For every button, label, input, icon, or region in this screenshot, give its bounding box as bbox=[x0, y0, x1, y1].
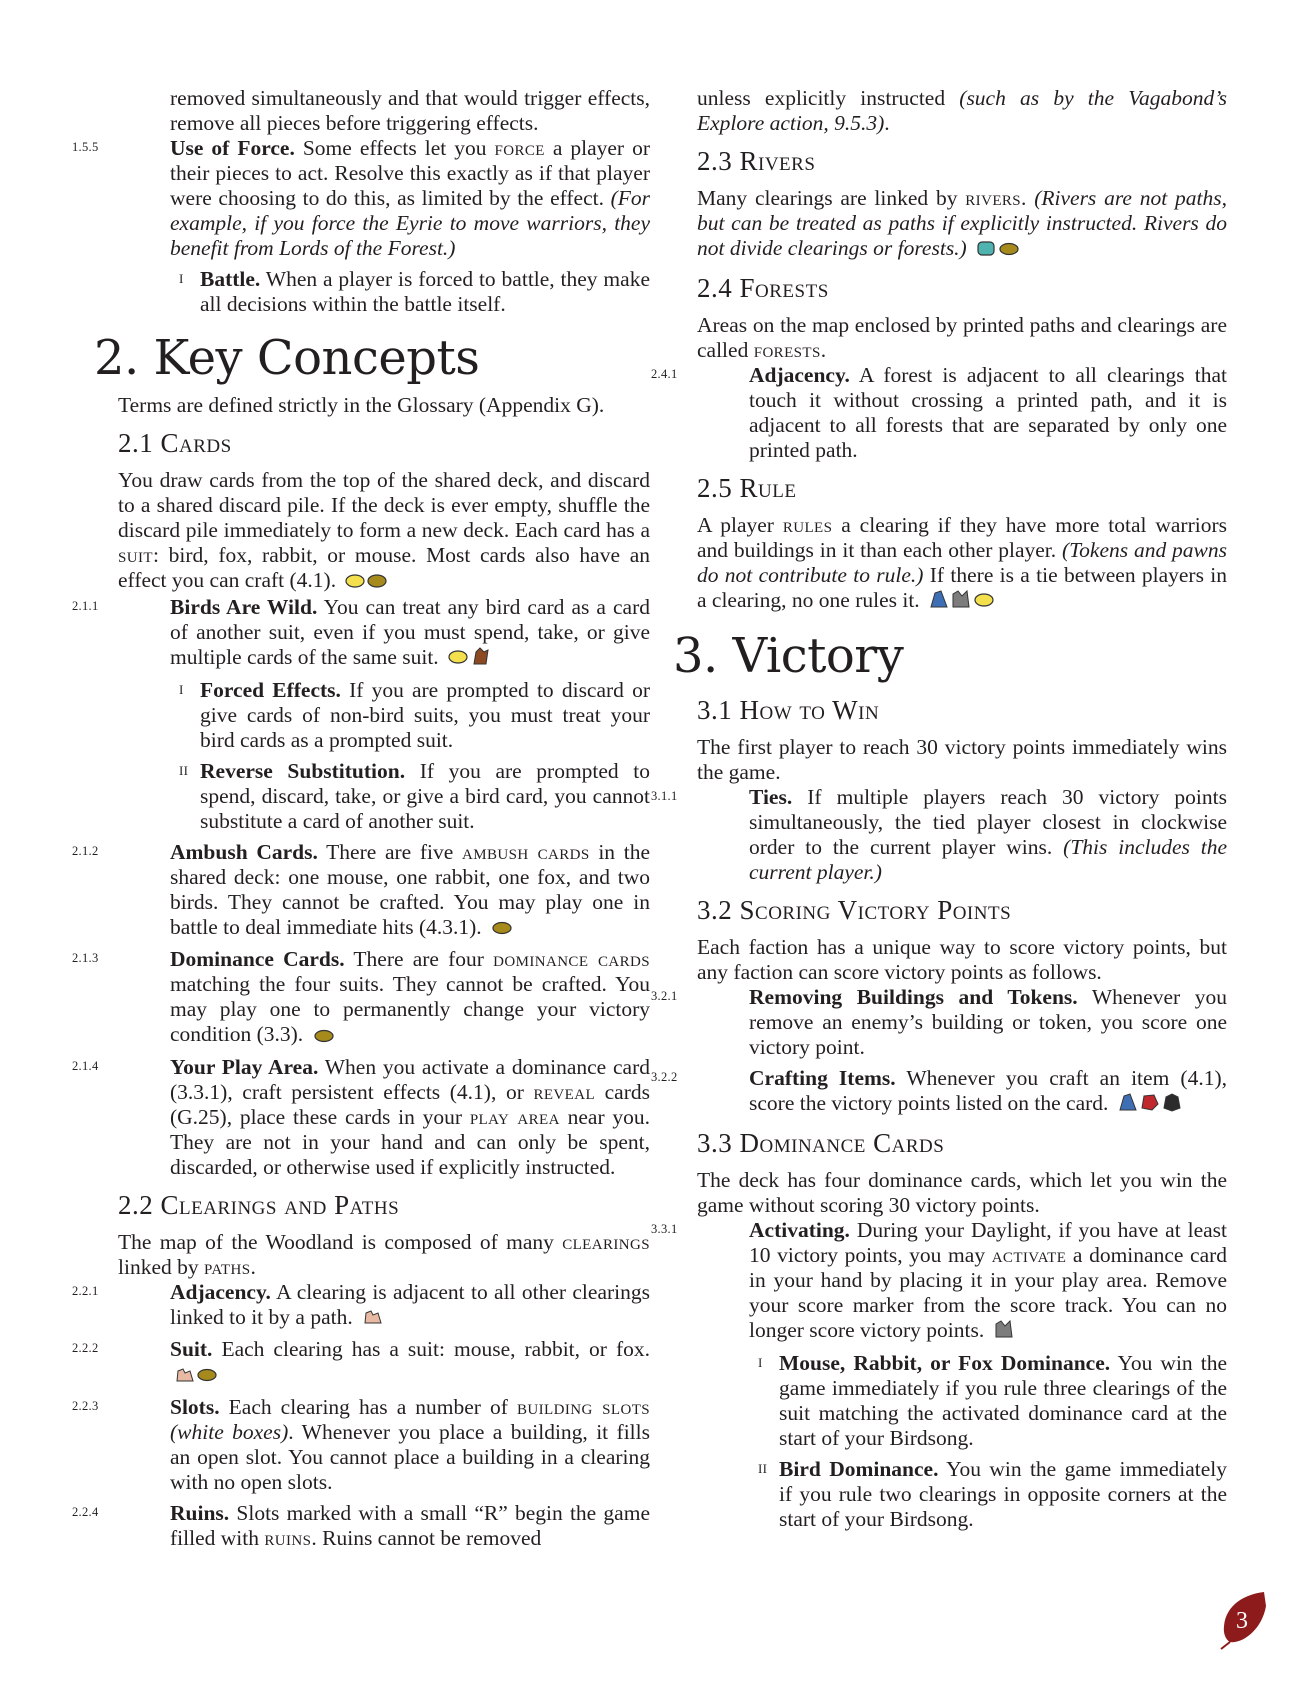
rule-2-2-3: 2.2.3 Slots. Each clearing has a number of building slots (white boxes). Whenever you place a building, it fills an open slot. You cannot place a building in a clearing with no open slots. bbox=[72, 1394, 651, 1494]
paragraph: Many clearings are linked by rivers. (Rivers are not paths, but can be treated as paths if explicitly instructed. Rivers do not divide clearings or forests.) bbox=[697, 186, 1227, 263]
page-number-leaf bbox=[1218, 1590, 1270, 1650]
subheading-how-to-win: 3.1 How to Win bbox=[697, 694, 880, 725]
rule-1-5-5: 1.5.5 Use of Force. Some effects let you force a player or their pieces to act. Resolve this exactly as if that player were choosing to do this, as limited by the effect. (For example, if you force the Eyrie to move warriors, they benefit from Lords of the Forest.) bbox=[72, 136, 651, 260]
teal-olive-icons bbox=[976, 238, 1020, 263]
rule-1-5-5-i: I Battle. When a player is forced to battle, they make all decisions within the battle itself. bbox=[179, 267, 650, 316]
subheading-clearings: 2.2 Clearings and Paths bbox=[118, 1189, 400, 1220]
olive-icon bbox=[491, 916, 513, 941]
page-number: 3 bbox=[1236, 1608, 1248, 1634]
rule-3-2-1: 3.2.1 Removing Buildings and Tokens. Whenever you remove an enemy’s building or token, you score one victory point. bbox=[651, 984, 1227, 1059]
paragraph: The deck has four dominance cards, which let you win the game without scoring 30 victory points. bbox=[697, 1167, 1227, 1217]
rule-2-1-1-i: I Forced Effects. If you are prompted to discard or give cards of non-bird suits, you must treat your bird cards as a prompted suit. bbox=[179, 677, 651, 752]
paragraph: You draw cards from the top of the shared deck, and discard to a shared discard pile. If the deck is ever empty, shuffle the discard pile immediately to form a new deck. Each card has a suit: bird, fox, rabbit, or mouse. Most cards also have an effect you can craft (4.1). bbox=[118, 468, 650, 595]
rule-3-3-1-i: I Mouse, Rabbit, or Fox Dominance. You win the game immediately if you rule three clearings of the suit matching the activated dominance card at the start of your Birdsong. bbox=[758, 1350, 1228, 1450]
rule-3-2-2: 3.2.2 Crafting Items. Whenever you craft an item (4.1), score the victory points listed on the card. bbox=[697, 1066, 1227, 1118]
paragraph: The map of the Woodland is composed of many clearings linked by paths. bbox=[118, 1229, 650, 1279]
olive-icon bbox=[313, 1024, 335, 1049]
rule-3-3-1-ii: II Bird Dominance. You win the game immediately if you rule two clearings in opposite corners at the start of your Birdsong. bbox=[758, 1456, 1228, 1531]
paragraph: Terms are defined strictly in the Glossary (Appendix G). bbox=[118, 393, 605, 417]
subheading-cards: 2.1 Cards bbox=[118, 428, 232, 458]
subheading-rule: 2.5 Rule bbox=[697, 472, 797, 503]
rule-2-1-1-ii: II Reverse Substitution. If you are prompted to spend, discard, take, or give a bird card, you cannot substitute a card of another suit. bbox=[179, 758, 650, 833]
subheading-rivers: 2.3 Rivers bbox=[697, 146, 816, 176]
rule-3-1-1: 3.1.1 Ties. If multiple players reach 30 victory points simultaneously, the tied player closest in clockwise order to the current player wins. (This includes the current player.) bbox=[651, 784, 1228, 884]
paragraph: Areas on the map enclosed by printed paths and clearings are called forests. bbox=[697, 312, 1227, 362]
paragraph: Each faction has a unique way to score victory points, but any faction can score victory points as follows. bbox=[697, 934, 1227, 984]
left-column bbox=[72, 86, 651, 1557]
fox-rabbit-icons bbox=[345, 570, 389, 595]
right-column bbox=[651, 86, 1228, 1538]
rule-number: 1.5.5 bbox=[72, 140, 99, 154]
gray-icon bbox=[994, 1319, 1016, 1345]
rule-2-2-1: 2.2.1 Adjacency. A clearing is adjacent to all other clearings linked to it by a path. bbox=[118, 1280, 650, 1332]
paragraph: unless explicitly instructed (such as by the Vagabond’s Explore action, 9.5.3). bbox=[697, 86, 1227, 135]
subheading-dominance: 3.3 Dominance Cards bbox=[697, 1127, 945, 1158]
paragraph: removed simultaneously and that would trigger effects, remove all pieces before triggering effects. bbox=[170, 86, 650, 135]
subheading-forests: 2.4 Forests bbox=[697, 272, 829, 303]
pink-olive-icons bbox=[174, 1364, 218, 1389]
rule-3-3-1: 3.3.1 Activating. During your Daylight, if you have at least 10 victory points, you may activate a dominance card in your hand by placing it in your play area. Remove your score marker from the score track. You can no longer score victory points. bbox=[697, 1218, 1227, 1345]
rule-label: Use of Force. bbox=[170, 136, 295, 160]
paragraph: The first player to reach 30 victory points immediately wins the game. bbox=[697, 734, 1227, 784]
paragraph: A player rules a clearing if they have more total warriors and buildings in it than each other player. (Tokens and pawns do not contribute to rule.) If there is a tie between players in a clearing, no one rules it. bbox=[697, 513, 1227, 615]
rule-2-1-2: 2.1.2 Ambush Cards. There are five ambush cards in the shared deck: one mouse, one rabbit, one fox, and two birds. They cannot be crafted. You may play one in battle to deal immediate hits (4.3.1). bbox=[118, 840, 650, 942]
rule-2-1-1: 2.1.1 Birds Are Wild. You can treat any bird card as a card of another suit, even if you must spend, take, or give multiple cards of the same suit. bbox=[118, 595, 650, 672]
blue-gray-yellow-icons bbox=[929, 589, 995, 615]
rule-2-2-4: 2.2.4 Ruins. Slots marked with a small “R” begin the game filled with ruins. Ruins cannot be removed bbox=[72, 1500, 650, 1550]
section-heading-key-concepts: 2. Key Concepts bbox=[94, 330, 480, 386]
pink-icon bbox=[362, 1306, 384, 1331]
subheading-scoring: 3.2 Scoring Victory Points bbox=[697, 894, 1012, 925]
yellow-bird-icon bbox=[448, 646, 492, 672]
rule-2-1-3: 2.1.3 Dominance Cards. There are four dominance cards matching the four suits. They cannot be crafted. You may play one to permanently change your victory condition (3.3). bbox=[118, 947, 650, 1049]
section-heading-victory: 3. Victory bbox=[673, 627, 904, 684]
rule-2-2-2: 2.2.2 Suit. Each clearing has a suit: mouse, rabbit, or fox. bbox=[118, 1337, 650, 1389]
blue-red-black-icons bbox=[1118, 1092, 1184, 1118]
rule-2-1-4: 2.1.4 Your Play Area. When you activate a dominance card (3.3.1), craft persistent effects (4.1), or reveal cards (G.25), place these cards in your play area near you. They are not in your hand and can only be spent, discarded, or otherwise used if explicitly instructed. bbox=[72, 1054, 651, 1179]
rule-2-4-1: 2.4.1 Adjacency. A forest is adjacent to all clearings that touch it without crossing a printed path, and it is adjacent to all forests that are separated by only one printed path. bbox=[651, 362, 1227, 462]
